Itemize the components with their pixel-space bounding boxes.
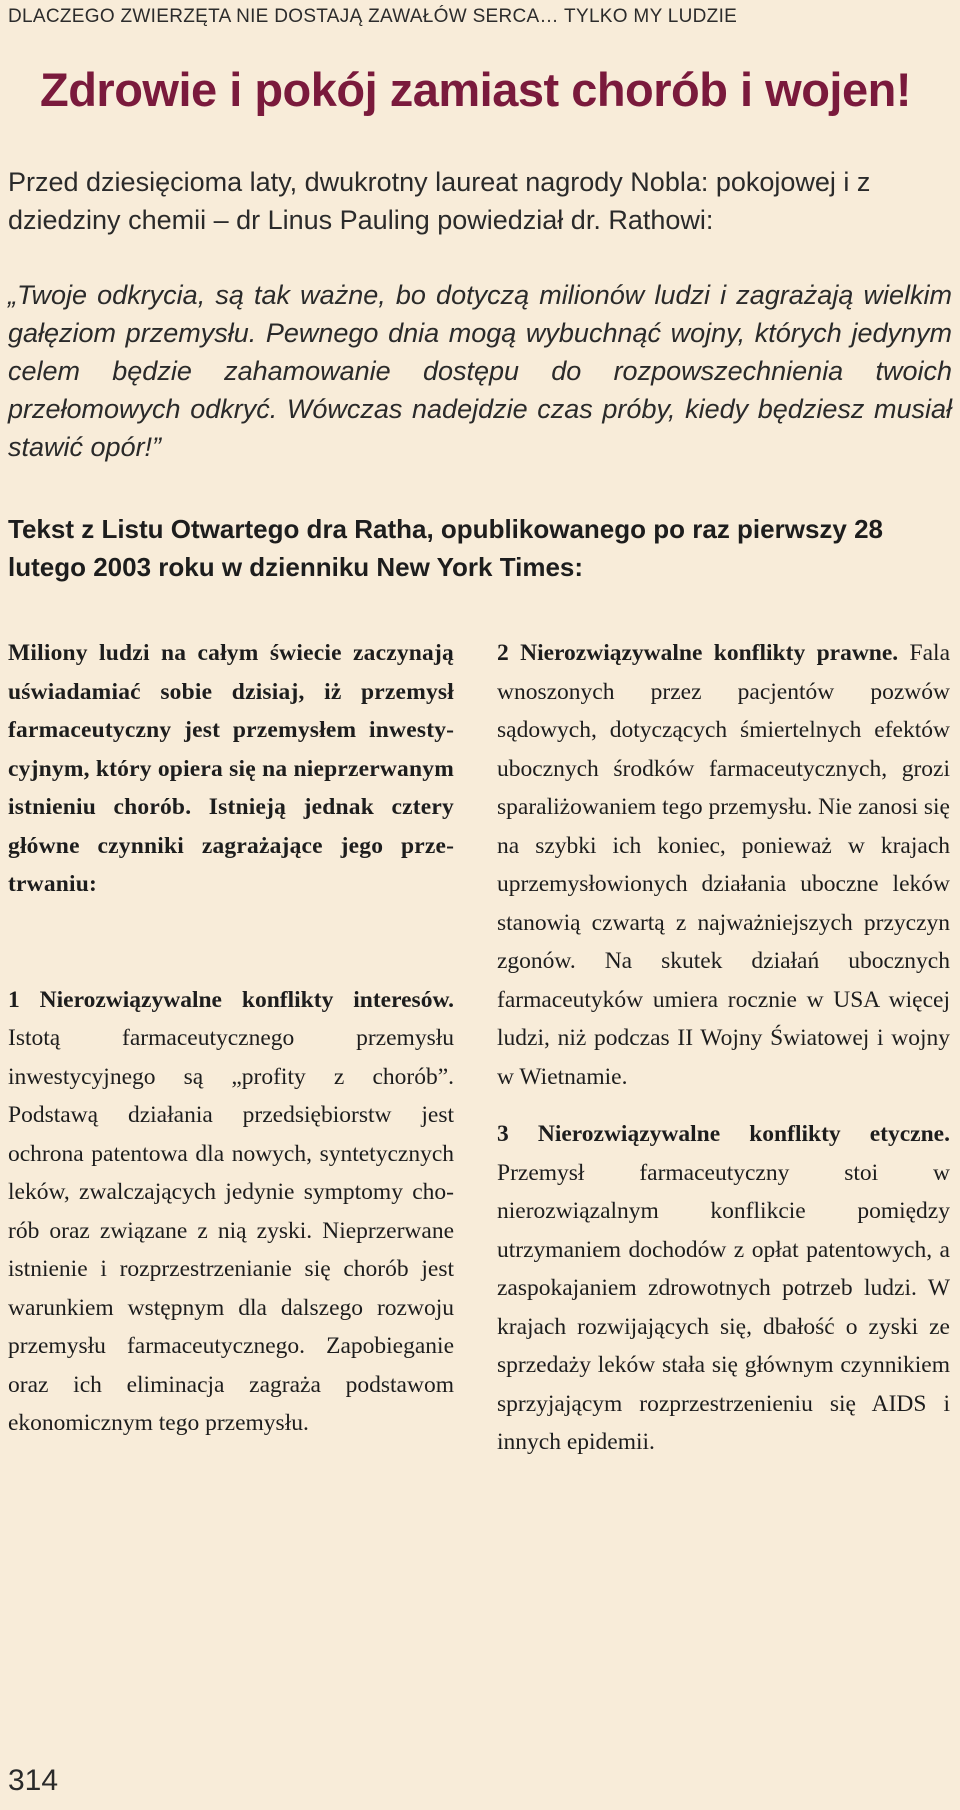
spacer <box>8 904 454 981</box>
page-number: 314 <box>8 1764 59 1797</box>
section-1-body: Istotą farmaceutycznego przemysłu inwestycyjnego są „profity z chorób”. Podstawą działania przedsiębiorstw jest ochrona patentowa dla nowych, syntetycznych leków, zwalczających jedynie symptomy chorób oraz związane z nią zyski. Nieprzerwane istnienie i rozprzestrzenianie się chorób jest warunkiem wstępnym dla dalszego rozwoju przemysłu farmaceutycznego. Zapobieganie oraz ich eliminacja zagraża podstawom ekonomicznym tego przemysłu. <box>8 1025 454 1436</box>
section-3-heading: 3 Nierozwiązywalne konflikty etyczne. <box>497 1121 950 1147</box>
section-1 <box>8 981 454 1443</box>
source-note: Tekst z Listu Otwartego dra Ratha, opublikowanego po raz pierwszy 28 lutego 2003 roku w dzienniku New York Times: <box>8 514 884 582</box>
running-header: DLACZEGO ZWIERZĘTA NIE DOSTAJĄ ZAWAŁÓW SERCA… TYLKO MY LUDZIE <box>8 6 738 27</box>
section-2-body: Fala wnoszonych przez pacjentów pozwów sądowych, dotyczących śmiertelnych efektów ubocznych środków farmaceutycznych, grozi sparaliżowaniem tego przemysłu. Nie zanosi się na szybki ich koniec, ponieważ w krajach uprzemysłowionych działania uboczne leków stanowią czwartą z najważniejszych przyczyn zgonów. Na skutek działań ubocznych farmaceutyków umiera rocznie w USA więcej ludzi, niż podczas II Wojny Światowej i wojny w Wietnamie. <box>497 640 950 1090</box>
page-title: Zdrowie i pokój zamiast chorób i wojen! <box>40 63 911 116</box>
section-2 <box>497 634 950 1096</box>
right-column <box>497 634 950 1462</box>
section-2-heading: 2 Nierozwiązywalne konflikty prawne. <box>497 640 899 666</box>
section-3 <box>497 1115 950 1462</box>
pauling-quote: „Twoje odkrycia, są tak ważne, bo dotyczą milionów ludzi i zagrażają wielkim gałęziom przemysłu. Pewnego dnia mogą wybuchnąć wojny, których jedynym celem będzie zahamowanie dostępu do rozpowszechnienia twoich przełomowych odkryć. Wówczas nadejdzie czas próby, kiedy będziesz musiał stawić opór!” <box>8 280 952 462</box>
left-column <box>8 634 454 1443</box>
section-1-heading: 1 Nierozwiązywalne konflikty interesów. <box>8 986 454 1013</box>
spacer <box>497 1096 950 1115</box>
lead-paragraph: Miliony ludzi na całym świecie zaczynają uświadamiać sobie dzisiaj, iż przemysł farmaceutyczny jest przemysłem inwestycyjnym, który opiera się na nieprzerwanym istnieniu chorób. Istnieją jednak cztery główne czynniki zagrażające jego przetrwaniu: <box>8 640 454 897</box>
section-3-body: Przemysł farmaceutyczny stoi w nierozwiązalnym konflikcie pomiędzy utrzymaniem dochodów z opłat patentowych, a zaspokajaniem zdrowotnych potrzeb ludzi. W krajach rozwijających się, dbałość o zyski ze sprzedaży leków stała się głównym czynnikiem sprzyjającym rozprzestrzenieniu się AIDS i innych epidemii. <box>497 1159 950 1455</box>
intro-paragraph: Przed dziesięcioma laty, dwukrotny laureat nagrody Nobla: pokojowej i z dziedziny chemii – dr Linus Pauling powiedział dr. Rathowi: <box>8 167 871 235</box>
